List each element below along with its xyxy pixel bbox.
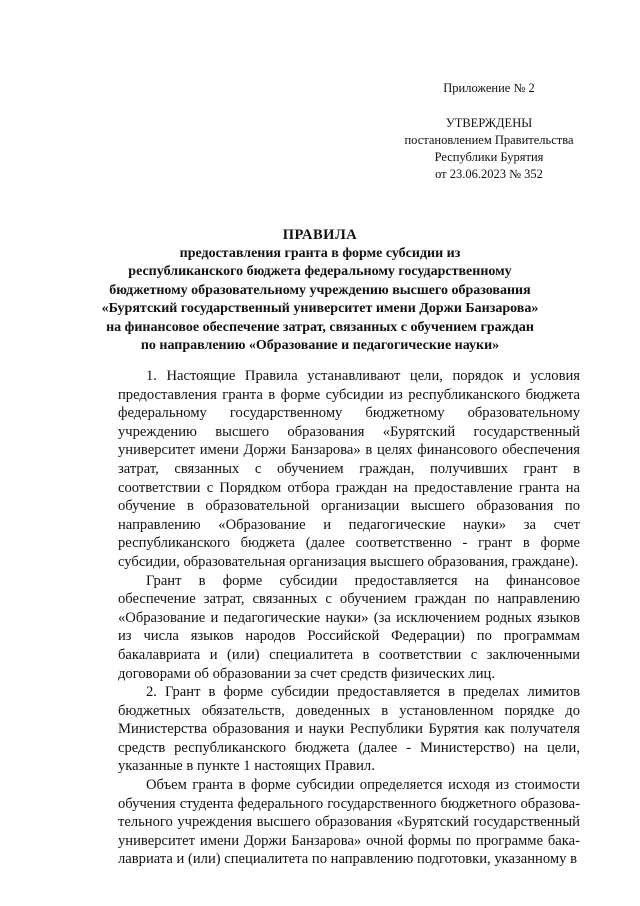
title-line-4: «Бурятский государственный университет имени Доржи Банзарова» [101, 301, 539, 316]
paragraph-2: Грант в форме субсидии предоставляется на финансовое обеспечение затрат, связанных с обучением граждан по направлению «Образование и педагогические науки» (за исключением родных языков из числа языков народов Российской Федерации) по программам бакалавриата и (или) специалитета в соответствии с заключенными договорами об образовании за счет средств физических лиц. [118, 572, 580, 682]
paragraph-3: 2. Грант в форме субсидии предоставляется в пределах лимитов бюджетных обязательств, доведенных в установленном порядке до Министерства образования и науки Республики Бурятия как получателя средств республиканского бюджета (далее - Министерство) на цели, указанные в пункте 1 настоящих Правил. [118, 684, 580, 775]
title-heading: ПРАВИЛА [282, 227, 358, 243]
paragraph-4: Объем гранта в форме субсидии определяется исходя из стоимости обучения студента федерального государственного бюджетного образовательного учреждения высшего образования «Бурятский государственный университет имени Доржи Банзарова» очной формы по программе бакалавриата и (или) специалитета по направлению подготовки, указанному в [118, 777, 580, 868]
decree-line-2: Республики Бурятия [434, 150, 544, 164]
approved-label: УТВЕРЖДЕНЫ [445, 116, 533, 130]
title-line-3: бюджетному образовательному учреждению высшего образования [109, 282, 531, 298]
annex-number: Приложение № 2 [443, 81, 535, 95]
title-line-5: на финансовое обеспечение затрат, связанных с обучением граждан [106, 319, 534, 335]
title-line-6: по направлению «Образование и педагогические науки» [140, 338, 500, 353]
decree-date: от 23.06.2023 № 352 [435, 167, 543, 181]
decree-line-1: постановлением Правительства [404, 133, 574, 147]
approval-stamp-block [396, 80, 582, 183]
title-line-1: предоставления гранта в форме субсидии из [179, 245, 461, 261]
document-title [80, 226, 560, 356]
title-line-2: республиканского бюджета федеральному государственному [128, 264, 512, 279]
document-body [118, 367, 580, 869]
paragraph-1: 1. Настоящие Правила устанавливают цели, порядок и условия предоставления гранта в форме субсидии из республиканского бюджета федеральному государственному бюджетному образовательному учреждению высшего образования «Бурятский государственный университет имени Доржи Банзарова» в целях финансового обеспечения затрат, связанных с обучением граждан, получивших грант в соответствии с Порядком отбора граждан на предоставление гранта на обучение в образовательной организации высшего образования по направлению «Образование и педагогические науки» за счет республиканского бюджета (далее соответственно - грант в форме субсидии, образовательная организация высшего образования, граждане). [118, 368, 580, 570]
